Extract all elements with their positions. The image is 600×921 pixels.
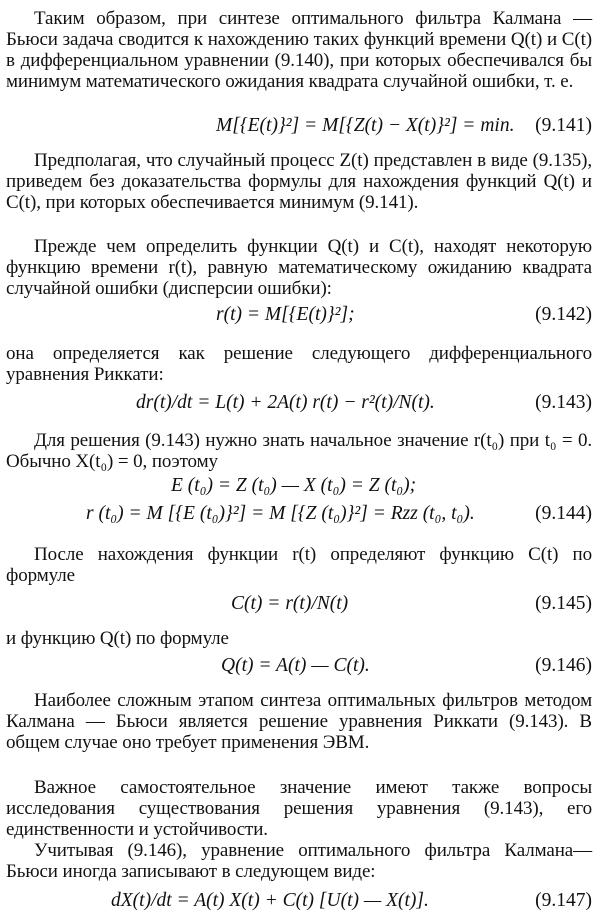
paragraph-6: После нахождения функции r(t) определяют функцию C(t) по формуле	[6, 544, 592, 586]
paragraph-2: Предполагая, что случайный процесс Z(t) представлен в виде (9.135), приведем без доказательства формулы для нахождения функций Q(t) и C(t), при которых обеспечивается минимум (9.141).	[6, 150, 592, 213]
equation-formula: r(t) = M[{E(t)}²];	[216, 304, 355, 325]
equation-formula: Q(t) = A(t) — C(t).	[221, 655, 370, 676]
equation-number: (9.144)	[535, 503, 592, 524]
equation-formula: r (t₀) = M [{E (t₀)}²] = M [{Z (t₀)}²] = Rzz (t₀, t₀).	[86, 503, 475, 524]
equation-number: (9.141)	[535, 115, 592, 136]
equation-formula: dX(t)/dt = A(t) X(t) + C(t) [U(t) — X(t)].	[111, 890, 429, 911]
equation-formula: M[{E(t)}²] = M[{Z(t) − X(t)}²] = min.	[216, 115, 515, 136]
equation-number: (9.147)	[535, 890, 592, 911]
equation-9-147	[6, 889, 592, 913]
equation-9-143	[6, 391, 592, 415]
equation-number: (9.146)	[535, 655, 592, 676]
equation-9-141	[6, 114, 592, 138]
equation-9-144-b	[6, 502, 592, 526]
equation-9-144-a	[6, 474, 592, 498]
paragraph-9: Важное самостоятельное значение имеют также вопросы исследования существования решения уравнения (9.143), его единственности и устойчивости.	[6, 777, 592, 840]
paragraph-7: и функцию Q(t) по формуле	[6, 628, 229, 649]
paragraph-3: Прежде чем определить функции Q(t) и C(t), находят некоторую функцию времени r(t), равную математическому ожиданию квадрата случайной ошибки (дисперсии ошибки):	[6, 236, 592, 299]
equation-number: (9.143)	[535, 392, 592, 413]
paragraph-1: Таким образом, при синтезе оптимального фильтра Калмана — Бьюси задача сводится к нахождению таких функций времени Q(t) и C(t) в дифференциальном уравнении (9.140), при которых обеспечивался бы минимум математического ожидания квадрата случайной ошибки, т. е.	[6, 8, 592, 92]
equation-number: (9.145)	[535, 593, 592, 614]
equation-formula: dr(t)/dt = L(t) + 2A(t) r(t) − r²(t)/N(t).	[136, 392, 435, 413]
paragraph-10: Учитывая (9.146), уравнение оптимального фильтра Калмана—Бьюси иногда записывают в следующем виде:	[6, 840, 592, 882]
paragraph-5: Для решения (9.143) нужно знать начальное значение r(t₀) при t₀ = 0. Обычно X(t₀) = 0, поэтому	[6, 430, 592, 472]
equation-number: (9.142)	[535, 304, 592, 325]
equation-formula: C(t) = r(t)/N(t)	[231, 593, 349, 614]
equation-9-146	[6, 654, 592, 678]
equation-9-145	[6, 592, 592, 616]
equation-formula: E (t₀) = Z (t₀) — X (t₀) = Z (t₀);	[171, 475, 417, 496]
equation-9-142	[6, 303, 592, 327]
paragraph-8: Наиболее сложным этапом синтеза оптимальных фильтров методом Калмана — Бьюси является решение уравнения Риккати (9.143). В общем случае оно требует применения ЭВМ.	[6, 690, 592, 753]
paragraph-4: она определяется как решение следующего дифференциального уравнения Риккати:	[6, 343, 592, 385]
